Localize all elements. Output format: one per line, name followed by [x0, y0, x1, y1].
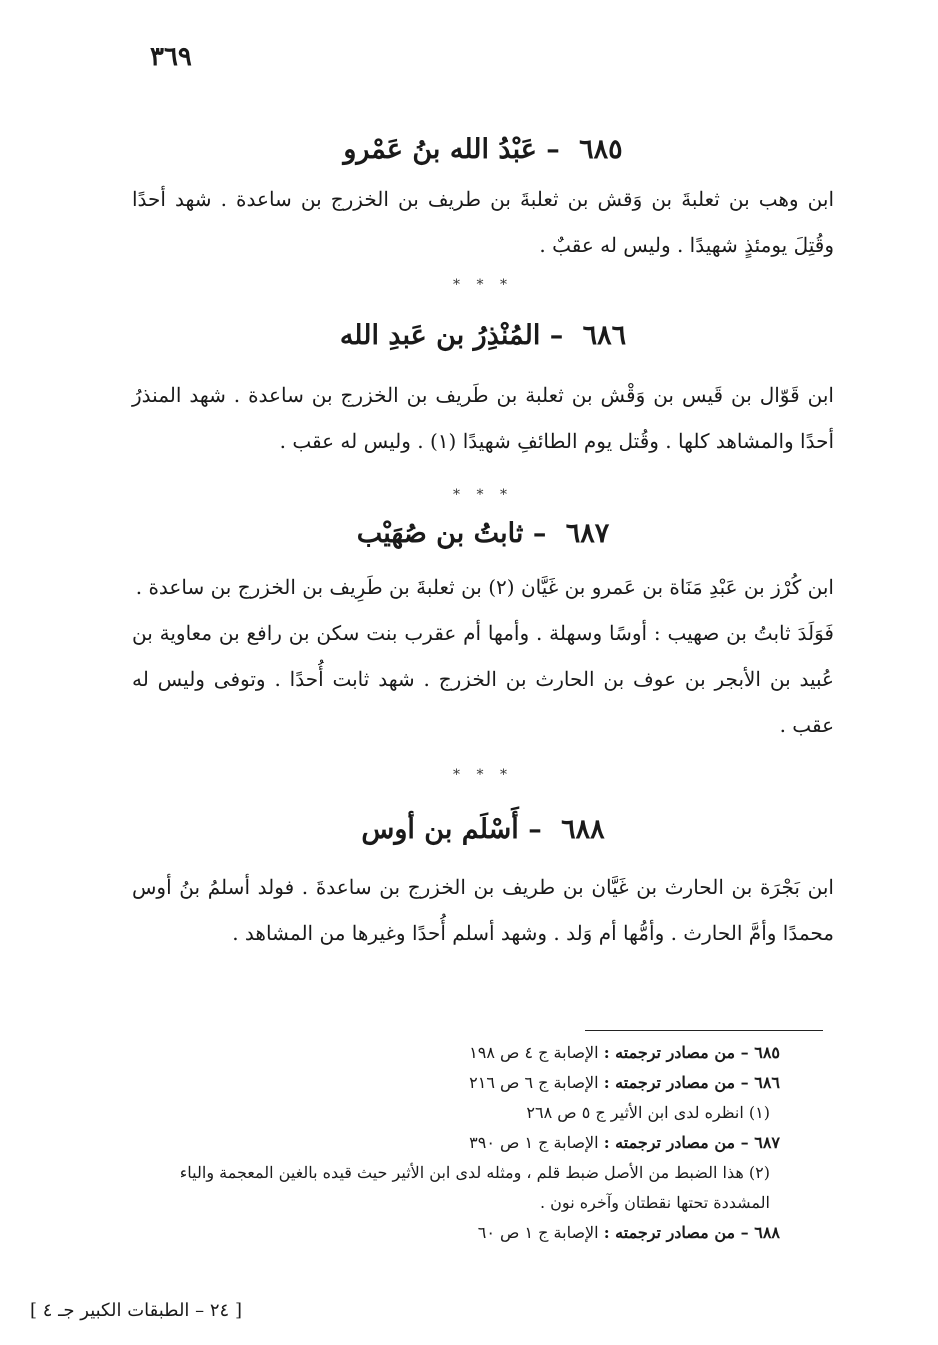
entry-number: ٦٨٨: [561, 814, 605, 845]
main-text: [132, 130, 834, 956]
entry-paragraph: ابن بَجْرَة بن الحارث بن غَيَّان بن طريف بن الخزرج بن ساعدةَ . فولد أسلمُ بنُ أوس محمدًا وأمَّ الحارث . وأمُّها أم وَلد . وشهد أسلم أُحدًا وغيرها من المشاهد .: [132, 875, 834, 945]
entry-name: أَسْلَم بن أوس: [361, 814, 519, 845]
footnote: [120, 1068, 780, 1098]
page-number: ٣٦٩: [150, 42, 192, 72]
footnote-text: الإصابة ج ٦ ص ٢١٦: [469, 1073, 599, 1092]
footnote: [120, 1038, 780, 1068]
footnote-label: ٦٨٦ – من مصادر ترجمته :: [603, 1073, 780, 1092]
entry-688: [132, 810, 834, 956]
page-footer: [ ٢٤ – الطبقات الكبير جـ ٤ ]: [30, 1300, 242, 1321]
entry-paragraph: ابن وهب بن ثعلبةَ بن وَقش بن ثعلبةَ بن طريف بن الخزرج بن ساعدة . شهد أحدًا وقُتِلَ يومئذٍ شهيدًا . وليس له عقبٌ .: [132, 187, 834, 257]
footnote: [120, 1158, 780, 1218]
footnote-text: الإصابة ج ٤ ص ١٩٨: [469, 1043, 599, 1062]
entry-dash: –: [546, 134, 560, 165]
entry-dash: –: [532, 518, 547, 549]
footnote-divider: [585, 1030, 823, 1031]
entry-686: [132, 316, 834, 464]
entry-687: [132, 514, 834, 748]
entry-685: [132, 130, 834, 268]
entry-name: عَبْدُ الله بنُ عَمْرو: [343, 134, 537, 165]
footnote: [120, 1098, 780, 1128]
section-separator: * * *: [453, 767, 513, 783]
entry-paragraph: فَوَلَدَ ثابتُ بن صهيب : أوسًا وسهلة . وأمها أم عقرب بنت سكن بن رافع بن معاوية بن عُبيد بن الأبجر بن عوف بن الحارث بن الخزرج . شهد ثابت أُحدًا . وتوفى وليس له عقب .: [132, 621, 834, 737]
entry-dash: –: [549, 320, 564, 351]
footnote-label: ٦٨٧ – من مصادر ترجمته :: [603, 1133, 780, 1152]
footnote-text: (٢) هذا الضبط من الأصل ضبط قلم ، ومثله لدى ابن الأثير حيث قيده بالغين المعجمة والياء المشددة تحتها نقطتان وآخره نون .: [179, 1163, 770, 1212]
entry-number: ٦٨٧: [565, 518, 610, 549]
footnote-label: ٦٨٨ – من مصادر ترجمته :: [603, 1223, 780, 1242]
entry-number: ٦٨٦: [582, 320, 627, 351]
footnote: [120, 1218, 780, 1248]
section-separator: * * *: [453, 277, 513, 293]
entry-paragraph: ابن قَوّال بن قَيس بن وَقْش بن ثعلبة بن طَريف بن الخزرج بن ساعدة . شهد المنذرُ أحدًا والمشاهد كلها . وقُتل يوم الطائفِ شهيدًا (١) . وليس له عقب .: [132, 383, 834, 453]
entry-paragraph: ابن كُرْز بن عَبْدِ مَنَاة بن عَمرو بن غَيَّان (٢) بن ثعلبةَ بن طَرِيف بن الخزرج بن ساعدة .: [135, 575, 834, 599]
footnote-label: ٦٨٥ – من مصادر ترجمته :: [603, 1043, 780, 1062]
footnote-text: الإصابة ج ١ ص ٣٩٠: [469, 1133, 599, 1152]
entry-name: ثابتُ بن صُهَيْب: [356, 518, 524, 549]
entry-title: [132, 316, 834, 356]
entry-title: [132, 810, 834, 850]
footnote: [120, 1128, 780, 1158]
entry-dash: –: [528, 814, 542, 845]
section-separator: * * *: [453, 487, 513, 503]
entry-title: [132, 514, 834, 554]
footnote-text: (١) انظره لدى ابن الأثير ج ٥ ص ٢٦٨: [526, 1103, 770, 1122]
entry-title: [132, 130, 834, 170]
footnote-text: الإصابة ج ١ ص ٦٠: [477, 1223, 599, 1242]
footnotes: [120, 1038, 780, 1248]
entry-name: المُنْذِرُ بن عَبدِ الله: [339, 320, 541, 351]
entry-number: ٦٨٥: [579, 134, 623, 165]
